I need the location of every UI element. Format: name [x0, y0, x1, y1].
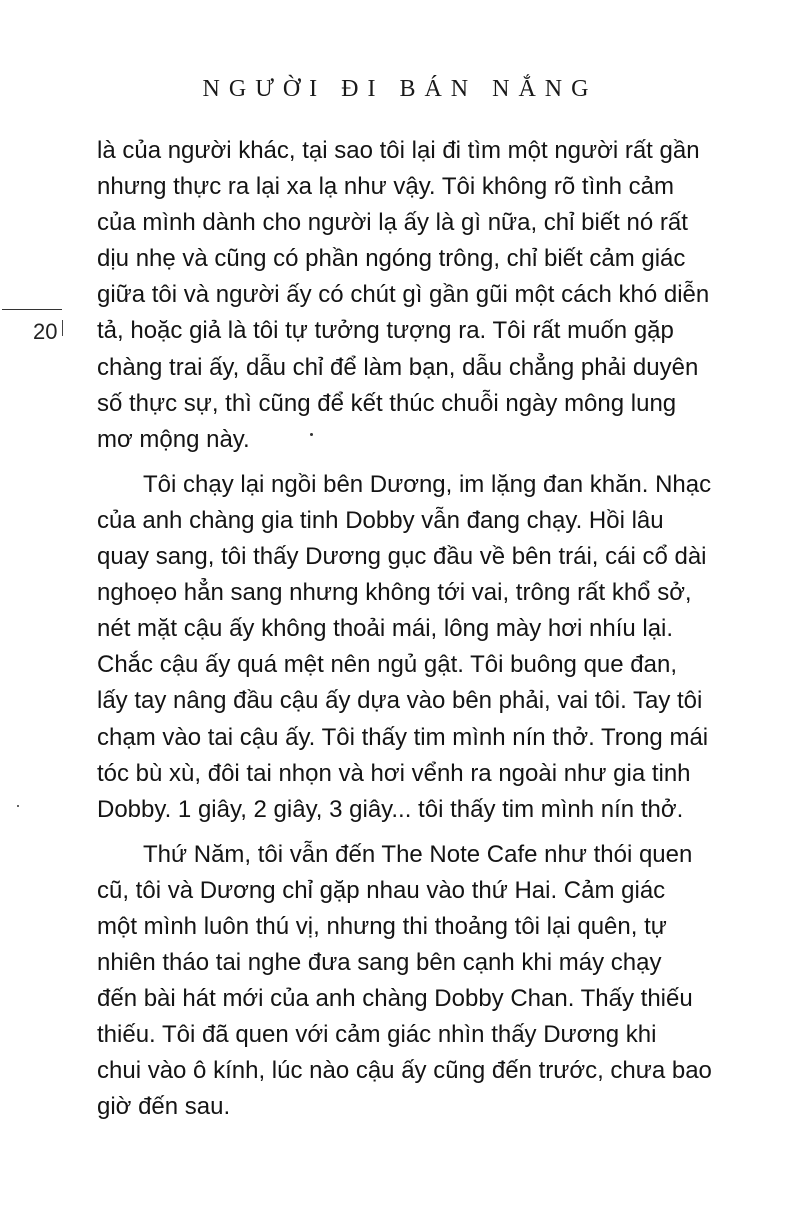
text-line: thiếu. Tôi đã quen với cảm giác nhìn thấy Dương khi — [97, 1021, 657, 1049]
text-line: Thứ Năm, tôi vẫn đến The Note Cafe như thói quen — [143, 840, 693, 868]
text-line: tóc bù xù, đôi tai nhọn và hơi vểnh ra ngoài như gia tinh — [97, 759, 691, 787]
text-line: nghoẹo hẳn sang nhưng không tới vai, trông rất khổ sở, — [97, 579, 692, 607]
page-number: 20 — [33, 319, 58, 344]
paragraph-gap — [97, 828, 717, 837]
text-line: tả, hoặc giả là tôi tự tưởng tượng ra. Tôi rất muốn gặp — [97, 317, 674, 345]
text-line: lấy tay nâng đầu cậu ấy dựa vào bên phải, vai tôi. Tay tôi — [97, 687, 703, 715]
body-text — [97, 133, 717, 1126]
text-line: Dobby. 1 giây, 2 giây, 3 giây... tôi thấy tim mình nín thở. — [97, 795, 684, 823]
text-line: Chắc cậu ấy quá mệt nên ngủ gật. Tôi buông que đan, — [97, 651, 677, 679]
print-speck — [17, 805, 19, 807]
text-line: nhiên tháo tai nghe đưa sang bên cạnh khi máy chạy — [97, 949, 662, 977]
text-line: cũ, tôi và Dương chỉ gặp nhau vào thứ Hai. Cảm giác — [97, 876, 666, 904]
text-line: của mình dành cho người lạ ấy là gì nữa, chỉ biết nó rất — [97, 209, 688, 237]
print-speck — [310, 433, 313, 436]
text-line: là của người khác, tại sao tôi lại đi tìm một người rất gần — [97, 137, 700, 164]
text-line: giữa tôi và người ấy có chút gì gần gũi một cách khó diễn — [97, 281, 710, 309]
margin-rule — [2, 309, 62, 310]
text-line: chạm vào tai cậu ấy. Tôi thấy tim mình nín thở. Trong mái — [97, 723, 709, 751]
text-line: của anh chàng gia tinh Dobby vẫn đang chạy. Hồi lâu — [97, 506, 664, 534]
running-head: NGƯỜI ĐI BÁN NẮNG — [202, 76, 598, 102]
paragraph — [97, 837, 717, 1126]
text-line: giờ đến sau. — [97, 1093, 231, 1121]
text-line: nhưng thực ra lại xa lạ như vậy. Tôi không rõ tình cảm — [97, 173, 674, 201]
text-line: một mình luôn thú vị, nhưng thi thoảng tôi lại quên, tự — [97, 912, 667, 940]
page-number-divider — [62, 320, 63, 336]
paragraph-gap — [97, 458, 717, 467]
text-line: nét mặt cậu ấy không thoải mái, lông mày hơi nhíu lại. — [97, 615, 674, 643]
text-line: Tôi chạy lại ngồi bên Dương, im lặng đan khăn. Nhạc — [143, 470, 712, 498]
text-line: dịu nhẹ và cũng có phần ngóng trông, chỉ biết cảm giác — [97, 245, 686, 273]
text-line: chui vào ô kính, lúc nào cậu ấy cũng đến trước, chưa bao — [97, 1057, 712, 1085]
paragraph — [97, 467, 717, 828]
text-line: quay sang, tôi thấy Dương gục đầu về bên trái, cái cổ dài — [97, 543, 707, 571]
paragraph — [97, 133, 717, 458]
text-line: mơ mộng này. — [97, 425, 250, 453]
text-line: đến bài hát mới của anh chàng Dobby Chan. Thấy thiếu — [97, 985, 693, 1013]
text-line: chàng trai ấy, dẫu chỉ để làm bạn, dẫu chẳng phải duyên — [97, 353, 699, 381]
text-line: số thực sự, thì cũng để kết thúc chuỗi ngày mông lung — [97, 389, 677, 417]
